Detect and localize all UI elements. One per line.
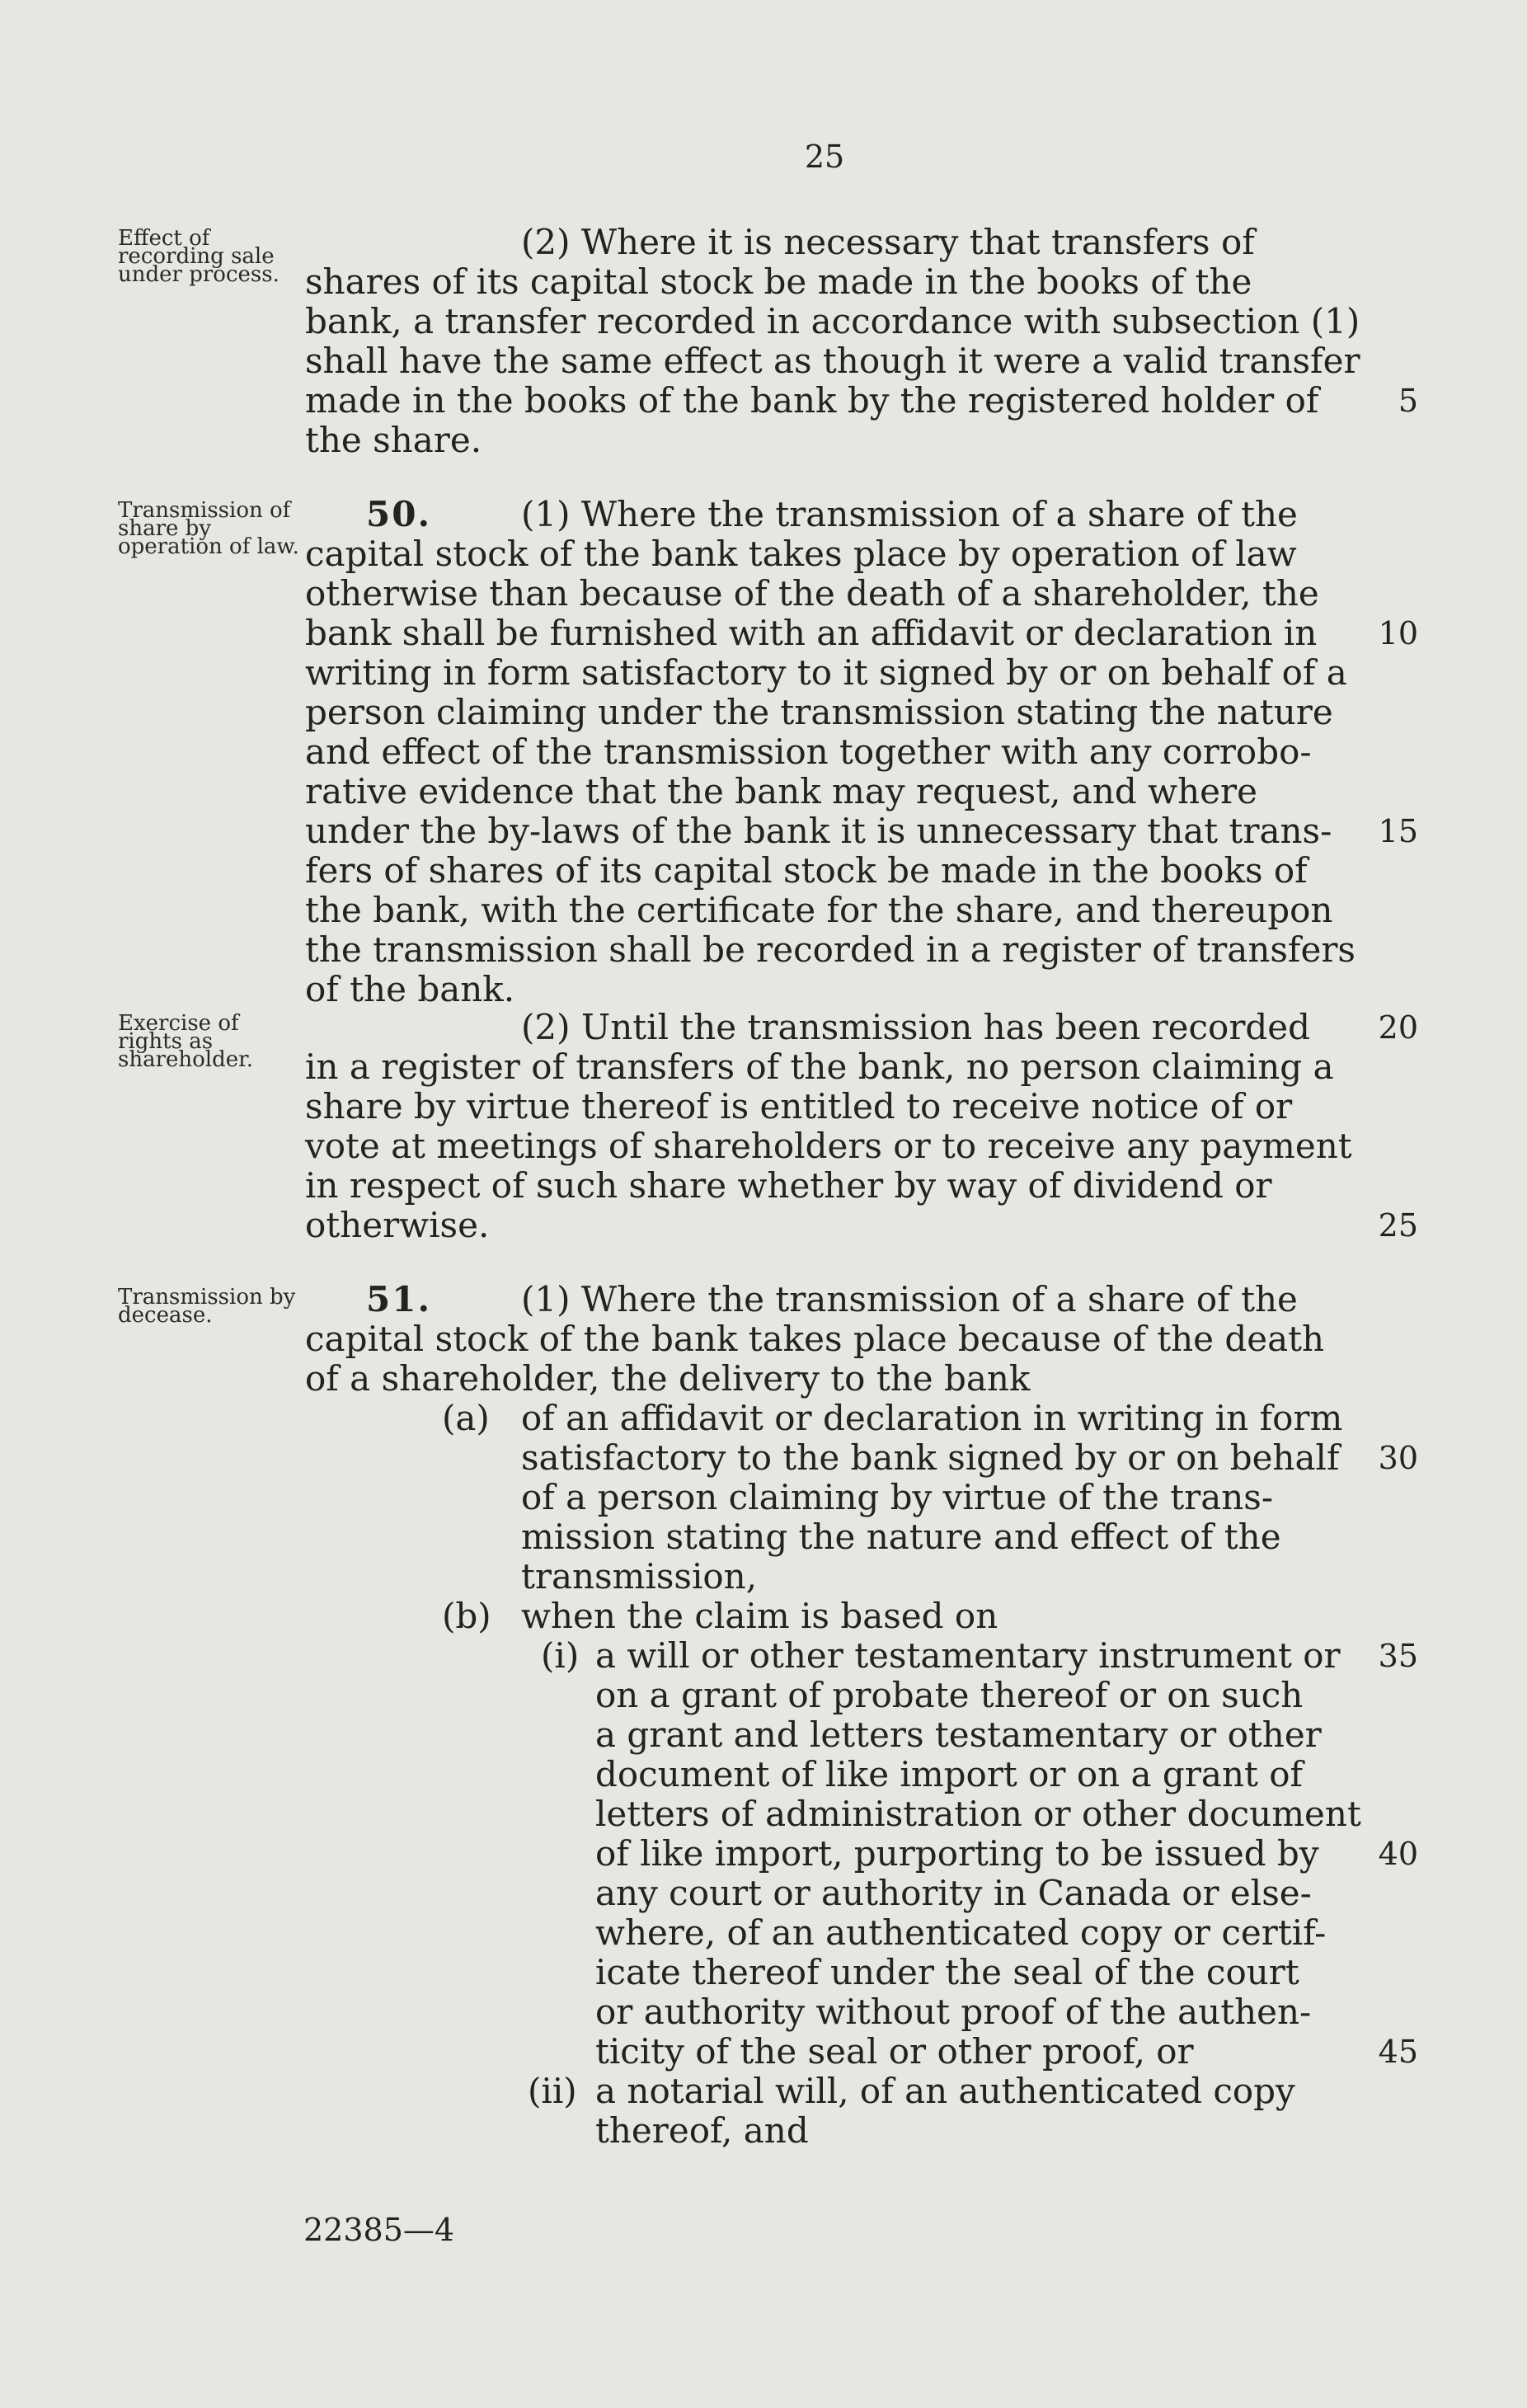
- text-line: person claiming under the transmission stating the nature: [305, 692, 1333, 732]
- text-line: bank, a transfer recorded in accordance with subsection (1): [305, 301, 1360, 341]
- line-number-20: 20: [1378, 1009, 1418, 1046]
- text-line: when the claim is based on: [521, 1596, 998, 1636]
- text-line: or authority without proof of the authen-: [595, 1992, 1312, 2032]
- line-number-25: 25: [1378, 1207, 1418, 1244]
- line-number-5: 5: [1398, 383, 1418, 419]
- text-line: mission stating the nature and effect of the: [521, 1517, 1281, 1557]
- line-number-30: 30: [1378, 1440, 1418, 1476]
- text-line: of like import, purporting to be issued by: [595, 1833, 1319, 1874]
- text-line: shares of its capital stock be made in the books of the: [305, 261, 1252, 302]
- text-line: in respect of such share whether by way of dividend or: [305, 1165, 1272, 1206]
- text-line: capital stock of the bank takes place because of the death: [305, 1319, 1325, 1359]
- line-number-35: 35: [1378, 1638, 1418, 1674]
- line-number-45: 45: [1378, 2034, 1418, 2070]
- text-line: capital stock of the bank takes place by operation of law: [305, 534, 1297, 574]
- text-line: under the by-laws of the bank it is unnecessary that trans-: [305, 811, 1332, 851]
- text-line: bank shall be furnished with an affidavit or declaration in: [305, 613, 1318, 653]
- text-line: thereof, and: [595, 2110, 809, 2151]
- footer-print-code: 22385—4: [303, 2212, 455, 2248]
- text-line: made in the books of the bank by the registered holder of: [305, 380, 1319, 421]
- text-line: writing in form satisfactory to it signed by or on behalf of a: [305, 652, 1347, 693]
- text-line: of an affidavit or declaration in writing in form: [521, 1398, 1343, 1438]
- text-line: of the bank.: [305, 969, 515, 1009]
- text-line: share by virtue thereof is entitled to receive notice of or: [305, 1086, 1293, 1126]
- marginal-note-effect-of-recording: Effect of recording sale under process.: [118, 226, 280, 287]
- text-line: the transmission shall be recorded in a register of transfers: [305, 929, 1356, 970]
- text-line: vote at meetings of shareholders or to receive any payment: [305, 1126, 1352, 1166]
- marginal-note-transmission-operation-of-law: Transmission of share by operation of law.: [118, 498, 299, 559]
- text-line: document of like import or on a grant of: [595, 1754, 1304, 1794]
- text-line: icate thereof under the seal of the court: [595, 1952, 1299, 1992]
- page-number: 25: [804, 139, 845, 175]
- text-line: and effect of the transmission together with any corrobo-: [305, 731, 1312, 772]
- text-line: fers of shares of its capital stock be made in the books of: [305, 850, 1308, 891]
- text-line: a will or other testamentary instrument or: [595, 1635, 1341, 1676]
- text-line: otherwise.: [305, 1205, 490, 1245]
- section-number-51: 51.: [366, 1279, 432, 1319]
- line-number-10: 10: [1378, 615, 1418, 651]
- text-line: of a shareholder, the delivery to the bank: [305, 1358, 1031, 1399]
- line-number-40: 40: [1378, 1836, 1418, 1872]
- text-line: a notarial will, of an authenticated copy: [595, 2071, 1295, 2111]
- paragraph-marker-a: (a): [442, 1398, 490, 1438]
- text-line: otherwise than because of the death of a shareholder, the: [305, 573, 1319, 614]
- text-line: letters of administration or other document: [595, 1794, 1361, 1834]
- marginal-note-transmission-by-decease: Transmission by decease.: [118, 1285, 296, 1328]
- text-line: ticity of the seal or other proof, or: [595, 2031, 1194, 2072]
- text-line: (2) Until the transmission has been recorded: [521, 1007, 1311, 1047]
- text-line: (1) Where the transmission of a share of the: [521, 494, 1298, 534]
- text-line: any court or authority in Canada or else-: [595, 1873, 1312, 1913]
- paragraph-marker-b: (b): [442, 1596, 491, 1636]
- text-line: the bank, with the certificate for the share, and thereupon: [305, 890, 1333, 930]
- line-number-15: 15: [1378, 813, 1418, 849]
- text-line: on a grant of probate thereof or on such: [595, 1675, 1304, 1715]
- text-line: of a person claiming by virtue of the trans-: [521, 1477, 1274, 1517]
- subparagraph-marker-i: (i): [541, 1635, 580, 1676]
- text-line: (2) Where it is necessary that transfers of: [521, 222, 1255, 262]
- text-line: where, of an authenticated copy or certif-: [595, 1912, 1327, 1953]
- text-line: transmission,: [521, 1556, 758, 1597]
- text-line: a grant and letters testamentary or other: [595, 1714, 1322, 1755]
- text-line: rative evidence that the bank may request, and where: [305, 771, 1257, 811]
- text-line: satisfactory to the bank signed by or on behalf: [521, 1437, 1340, 1478]
- section-number-50: 50.: [366, 494, 432, 534]
- text-line: (1) Where the transmission of a share of the: [521, 1279, 1298, 1319]
- text-line: the share.: [305, 420, 482, 460]
- subparagraph-marker-ii: (ii): [528, 2071, 577, 2111]
- text-line: in a register of transfers of the bank, no person claiming a: [305, 1046, 1334, 1087]
- marginal-note-exercise-of-rights: Exercise of rights as shareholder.: [118, 1011, 253, 1072]
- text-line: shall have the same effect as though it were a valid transfer: [305, 341, 1360, 381]
